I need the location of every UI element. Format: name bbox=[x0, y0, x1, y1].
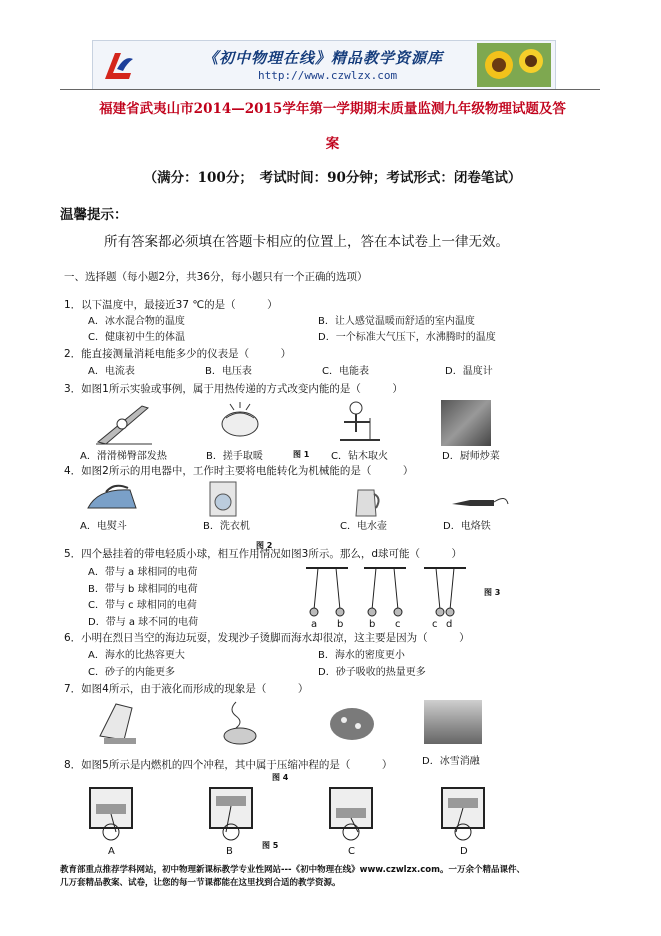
banner-url: http://www.czwlzx.com bbox=[258, 69, 398, 82]
q1-option-a: A．冰水混合物的温度 bbox=[88, 316, 185, 327]
header-rule bbox=[60, 89, 600, 90]
ball-label: b bbox=[369, 619, 376, 630]
q2-option-c: C．电能表 bbox=[322, 366, 369, 377]
page-title: 福建省武夷山市2014—2015学年第一学期期末质量监测九年级物理试题及答 bbox=[99, 101, 566, 117]
figure-4-caption: 图 4 bbox=[272, 773, 289, 782]
slide-picture bbox=[92, 398, 154, 446]
ball-label: a bbox=[311, 619, 318, 630]
banner-title: 《初中物理在线》精品教学资源库 bbox=[203, 49, 444, 67]
melting-snow-picture bbox=[424, 700, 482, 744]
q3-option-d: D．厨师炒菜 bbox=[442, 451, 500, 462]
wet-clothes-picture bbox=[96, 696, 140, 746]
engine-stroke-c-picture bbox=[316, 782, 386, 844]
q4-option-b: B．洗衣机 bbox=[203, 521, 250, 532]
q3-option-c: C．钻木取火 bbox=[331, 451, 388, 462]
figure-2-caption: 图 2 bbox=[256, 541, 273, 550]
ball-label: d bbox=[446, 619, 453, 630]
q2-option-d: D．温度计 bbox=[445, 366, 493, 377]
notice-text: 所有答案都必须填在答题卡相应的位置上，答在本试卷上一律无效。 bbox=[104, 234, 509, 250]
footer-line-1: 教育部重点推荐学科网站，初中物理新课标教学专业性网站---《初中物理在线》www.czwlzx.com。一万余个精品课件、 bbox=[60, 865, 525, 875]
q6-option-a: A．海水的比热容更大 bbox=[88, 650, 185, 661]
q5-option-a: A．带与 a 球相同的电荷 bbox=[88, 567, 198, 578]
q1-option-c: C．健康初中生的体温 bbox=[88, 332, 185, 343]
exam-info: （满分：100分； 考试时间：90分钟；考试形式：闭卷笔试） bbox=[143, 170, 522, 186]
dew-leaf-picture bbox=[326, 698, 378, 748]
site-logo-icon bbox=[101, 49, 135, 83]
iron-picture bbox=[84, 482, 140, 516]
boiling-kettle-picture bbox=[214, 698, 264, 746]
header-banner bbox=[92, 40, 556, 90]
ball-label: c bbox=[432, 619, 438, 630]
q6-stem: 6．小明在烈日当空的海边玩耍，发现沙子烫脚而海水却很凉，这主要是因为（ ） bbox=[64, 632, 470, 644]
q8-option-a: A bbox=[108, 846, 115, 857]
drilling-wood-picture bbox=[334, 398, 386, 446]
ball-label: b bbox=[337, 619, 344, 630]
q2-stem: 2．能直接测量消耗电能多少的仪表是（ ） bbox=[64, 348, 292, 360]
q8-stem: 8．如图5所示是内燃机的四个冲程，其中属于压缩冲程的是（ ） bbox=[64, 759, 393, 771]
footer-line-2: 几万套精品教案、试卷，让您的每一节课都能在这里找到合适的教学资源。 bbox=[60, 878, 341, 888]
hanging-balls-diagram bbox=[304, 566, 474, 618]
q6-option-d: D．砂子吸收的热量更多 bbox=[318, 667, 426, 678]
cooking-picture bbox=[441, 400, 491, 446]
ball-label: c bbox=[395, 619, 401, 630]
q6-option-c: C．砂子的内能更多 bbox=[88, 667, 175, 678]
q7-option-d: D．冰雪消融 bbox=[422, 756, 480, 767]
q3-option-a: A．滑滑梯臀部发热 bbox=[80, 451, 167, 462]
q8-option-d: D bbox=[460, 846, 468, 857]
q4-stem: 4．如图2所示的用电器中，工作时主要将电能转化为机械能的是（ ） bbox=[64, 465, 414, 477]
q5-option-d: D．带与 a 球不同的电荷 bbox=[88, 617, 199, 628]
q4-option-c: C．电水壶 bbox=[340, 521, 387, 532]
engine-stroke-b-picture bbox=[196, 782, 266, 844]
q5-stem: 5．四个悬挂着的带电轻质小球，相互作用情况如图3所示。那么，d球可能（ ） bbox=[64, 548, 463, 560]
q1-stem: 1．以下温度中，最接近37 ℃的是（ ） bbox=[64, 299, 278, 311]
q2-option-a: A．电流表 bbox=[88, 366, 135, 377]
q6-option-b: B．海水的密度更小 bbox=[318, 650, 405, 661]
q5-option-c: C．带与 c 球相同的电荷 bbox=[88, 600, 197, 611]
q1-option-b: B．让人感觉温暖而舒适的室内温度 bbox=[318, 316, 475, 327]
q4-option-a: A．电熨斗 bbox=[80, 521, 127, 532]
engine-stroke-d-picture bbox=[428, 782, 498, 844]
section-heading: 一、选择题（每小题2分，共36分，每小题只有一个正确的选项） bbox=[64, 271, 368, 283]
q8-option-b: B bbox=[226, 846, 233, 857]
q7-stem: 7．如图4所示，由于液化而形成的现象是（ ） bbox=[64, 683, 309, 695]
engine-stroke-a-picture bbox=[76, 782, 146, 844]
washing-machine-picture bbox=[208, 480, 238, 518]
tip-label: 温馨提示： bbox=[60, 207, 128, 223]
rubbing-hands-picture bbox=[210, 398, 270, 446]
q3-option-b: B．搓手取暖 bbox=[206, 451, 263, 462]
figure-1-caption: 图 1 bbox=[293, 450, 310, 459]
q3-stem: 3．如图1所示实验或事例，属于用热传递的方式改变内能的是（ ） bbox=[64, 383, 403, 395]
kettle-picture bbox=[352, 482, 382, 518]
figure-5-caption: 图 5 bbox=[262, 841, 279, 850]
page-title-cont: 案 bbox=[325, 136, 340, 152]
q2-option-b: B．电压表 bbox=[205, 366, 252, 377]
figure-3-caption: 图 3 bbox=[484, 588, 501, 597]
q1-option-d: D．一个标准大气压下，水沸腾时的温度 bbox=[318, 332, 496, 343]
q8-option-c: C bbox=[348, 846, 355, 857]
soldering-iron-picture bbox=[450, 488, 510, 514]
q5-option-b: B．带与 b 球相同的电荷 bbox=[88, 584, 198, 595]
sunflower-icon bbox=[477, 43, 551, 87]
q4-option-d: D．电烙铁 bbox=[443, 521, 491, 532]
